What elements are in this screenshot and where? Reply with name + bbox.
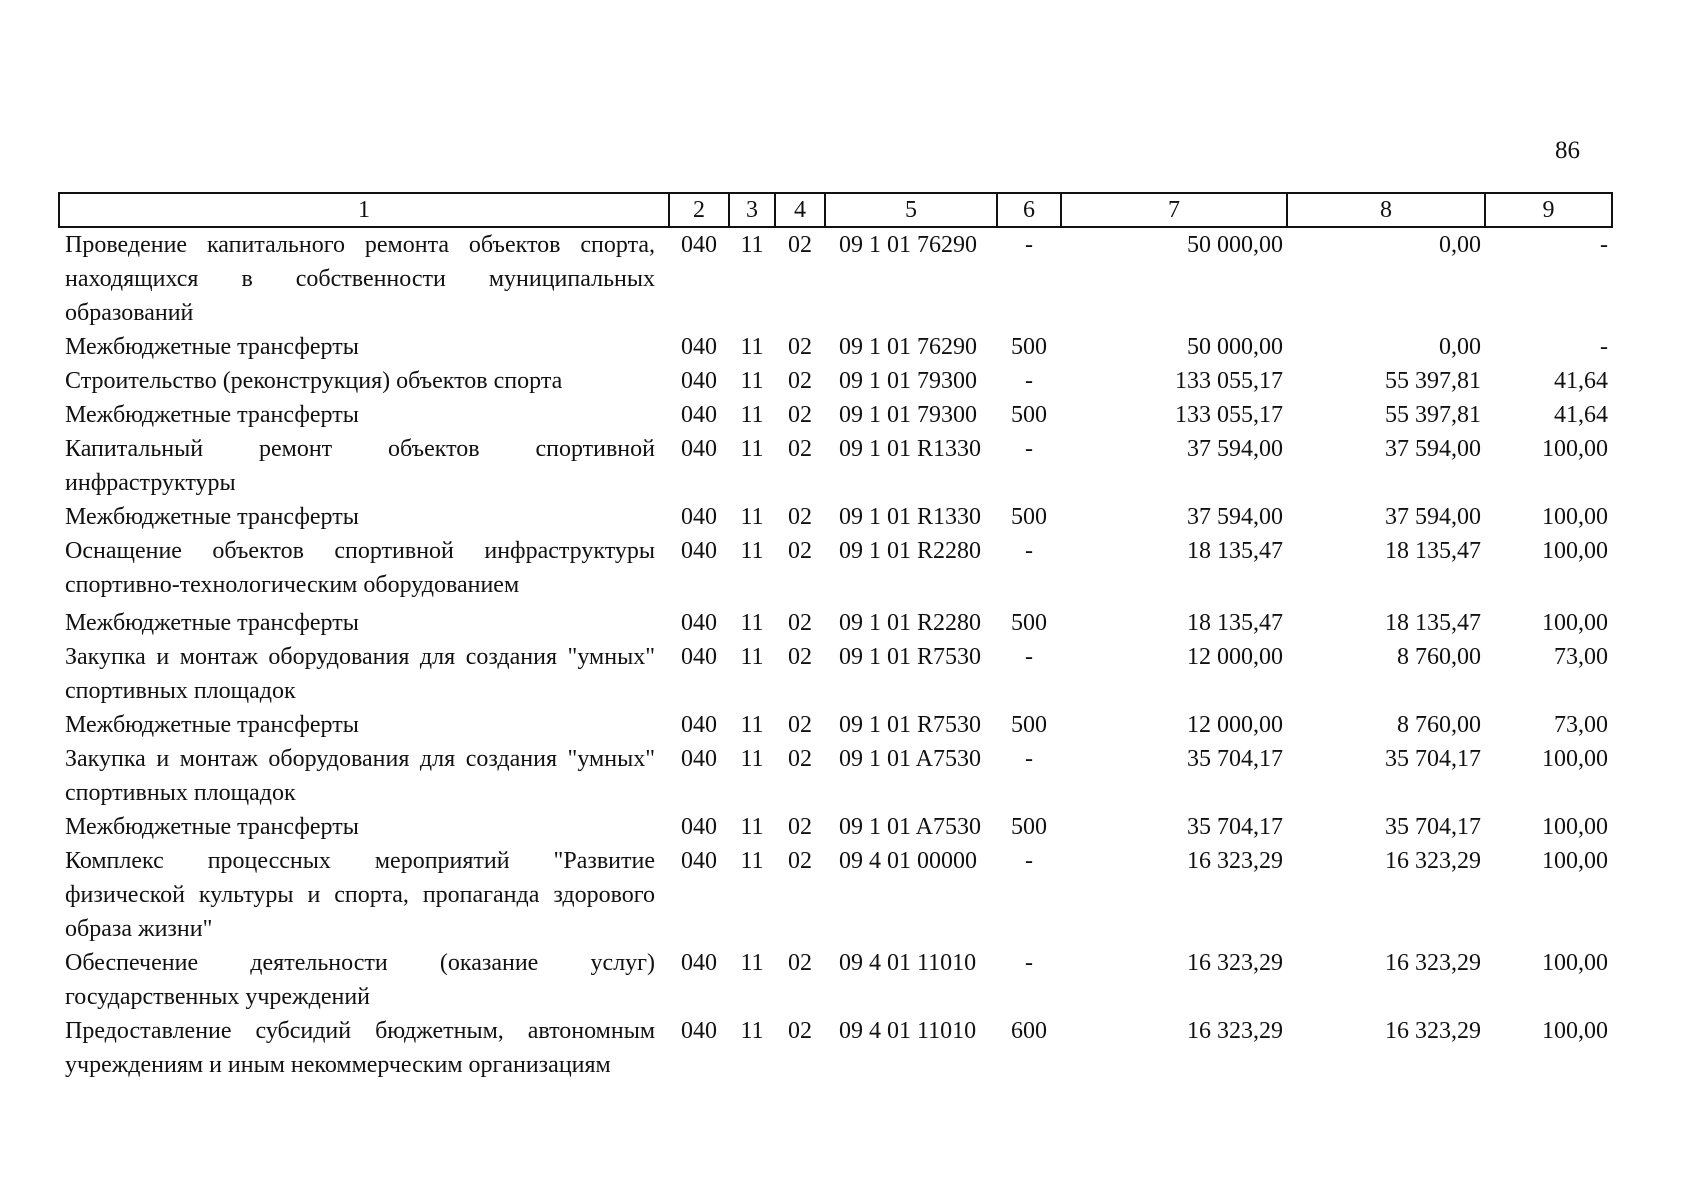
page-number: 86 [1555, 137, 1580, 164]
table-row [59, 844, 1612, 946]
cell-plan: 12 000,00 [1187, 644, 1283, 670]
cell-code-ministry: 040 [681, 848, 717, 874]
cell-code-ministry: 040 [681, 814, 717, 840]
cell-percent: - [1600, 334, 1608, 360]
cell-section: 11 [740, 610, 764, 636]
table-row [59, 398, 1612, 432]
cell-expense-type: - [1025, 436, 1033, 462]
cell-target-article: 09 1 01 79300 [839, 368, 977, 394]
cell-subsection: 02 [788, 848, 812, 874]
cell-subsection: 02 [788, 232, 812, 258]
budget-table [58, 192, 1613, 1082]
table-row [59, 500, 1612, 534]
cell-percent: 100,00 [1542, 746, 1608, 772]
cell-expense-type: - [1025, 538, 1033, 564]
cell-plan: 50 000,00 [1187, 232, 1283, 258]
cell-actual: 8 760,00 [1397, 644, 1481, 670]
row-name: Закупка и монтаж оборудования для создания "умных" спортивных площадок [65, 746, 655, 806]
cell-expense-type: - [1025, 232, 1033, 258]
cell-plan: 50 000,00 [1187, 334, 1283, 360]
cell-plan: 35 704,17 [1187, 746, 1283, 772]
cell-percent: - [1600, 232, 1608, 258]
cell-plan: 16 323,29 [1187, 950, 1283, 976]
cell-code-ministry: 040 [681, 746, 717, 772]
cell-section: 11 [740, 232, 764, 258]
cell-actual: 16 323,29 [1385, 950, 1481, 976]
cell-subsection: 02 [788, 814, 812, 840]
row-name: Комплекс процессных мероприятий "Развитие физической культуры и спорта, пропаганда здорового образа жизни" [65, 848, 655, 942]
cell-plan: 16 323,29 [1187, 848, 1283, 874]
cell-plan: 18 135,47 [1187, 538, 1283, 564]
header-row [59, 193, 1612, 227]
cell-subsection: 02 [788, 504, 812, 530]
cell-target-article: 09 1 01 R7530 [839, 712, 982, 738]
header-col-9: 9 [1485, 193, 1612, 227]
cell-target-article: 09 1 01 R2280 [839, 610, 982, 636]
cell-code-ministry: 040 [681, 368, 717, 394]
cell-percent: 41,64 [1554, 368, 1608, 394]
cell-target-article: 09 1 01 A7530 [839, 746, 982, 772]
cell-code-ministry: 040 [681, 950, 717, 976]
cell-code-ministry: 040 [681, 436, 717, 462]
table-row [59, 1014, 1612, 1082]
cell-section: 11 [740, 334, 764, 360]
cell-subsection: 02 [788, 538, 812, 564]
table-row [59, 534, 1612, 606]
cell-target-article: 09 1 01 A7530 [839, 814, 982, 840]
cell-code-ministry: 040 [681, 712, 717, 738]
cell-section: 11 [740, 746, 764, 772]
cell-target-article: 09 4 01 11010 [839, 1018, 977, 1044]
cell-subsection: 02 [788, 610, 812, 636]
cell-target-article: 09 1 01 76290 [839, 232, 977, 258]
cell-section: 11 [740, 950, 764, 976]
cell-code-ministry: 040 [681, 504, 717, 530]
header-col-4: 4 [775, 193, 825, 227]
cell-plan: 18 135,47 [1187, 610, 1283, 636]
cell-expense-type: - [1025, 746, 1033, 772]
table-row [59, 810, 1612, 844]
cell-actual: 55 397,81 [1385, 402, 1481, 428]
cell-subsection: 02 [788, 1018, 812, 1044]
cell-actual: 37 594,00 [1385, 436, 1481, 462]
header-col-3: 3 [729, 193, 775, 227]
cell-expense-type: 500 [1011, 610, 1047, 636]
cell-expense-type: 500 [1011, 402, 1047, 428]
cell-subsection: 02 [788, 334, 812, 360]
cell-expense-type: 500 [1011, 814, 1047, 840]
cell-expense-type: - [1025, 644, 1033, 670]
cell-code-ministry: 040 [681, 538, 717, 564]
cell-target-article: 09 4 01 00000 [839, 848, 977, 874]
row-name: Межбюджетные трансферты [65, 334, 359, 360]
cell-percent: 100,00 [1542, 848, 1608, 874]
table-row [59, 708, 1612, 742]
row-name: Проведение капитального ремонта объектов спорта, находящихся в собственности муниципальных образований [65, 232, 655, 326]
table-row [59, 227, 1612, 330]
cell-section: 11 [740, 712, 764, 738]
cell-expense-type: 600 [1011, 1018, 1047, 1044]
cell-subsection: 02 [788, 746, 812, 772]
cell-expense-type: 500 [1011, 504, 1047, 530]
row-name: Оснащение объектов спортивной инфраструктуры спортивно-технологическим оборудованием [65, 538, 655, 598]
table-row [59, 640, 1612, 708]
cell-percent: 100,00 [1542, 950, 1608, 976]
cell-section: 11 [740, 504, 764, 530]
row-name: Межбюджетные трансферты [65, 712, 359, 738]
cell-section: 11 [740, 368, 764, 394]
cell-actual: 35 704,17 [1385, 814, 1481, 840]
cell-actual: 0,00 [1439, 334, 1481, 360]
cell-target-article: 09 1 01 79300 [839, 402, 977, 428]
table-row [59, 364, 1612, 398]
cell-percent: 100,00 [1542, 1018, 1608, 1044]
cell-percent: 100,00 [1542, 538, 1608, 564]
cell-target-article: 09 1 01 R1330 [839, 436, 982, 462]
cell-actual: 18 135,47 [1385, 538, 1481, 564]
cell-section: 11 [740, 814, 764, 840]
header-col-1: 1 [59, 193, 669, 227]
cell-percent: 100,00 [1542, 814, 1608, 840]
cell-subsection: 02 [788, 436, 812, 462]
cell-section: 11 [740, 848, 764, 874]
cell-plan: 37 594,00 [1187, 504, 1283, 530]
cell-expense-type: - [1025, 368, 1033, 394]
cell-plan: 37 594,00 [1187, 436, 1283, 462]
cell-expense-type: - [1025, 848, 1033, 874]
row-name: Строительство (реконструкция) объектов спорта [65, 368, 563, 394]
cell-percent: 100,00 [1542, 504, 1608, 530]
row-name: Капитальный ремонт объектов спортивной инфраструктуры [65, 436, 655, 496]
cell-target-article: 09 1 01 R7530 [839, 644, 982, 670]
cell-code-ministry: 040 [681, 232, 717, 258]
cell-subsection: 02 [788, 644, 812, 670]
cell-actual: 55 397,81 [1385, 368, 1481, 394]
table-row [59, 606, 1612, 640]
cell-code-ministry: 040 [681, 402, 717, 428]
cell-actual: 37 594,00 [1385, 504, 1481, 530]
table-row [59, 432, 1612, 500]
cell-plan: 12 000,00 [1187, 712, 1283, 738]
cell-actual: 16 323,29 [1385, 1018, 1481, 1044]
cell-section: 11 [740, 1018, 764, 1044]
header-col-7: 7 [1061, 193, 1287, 227]
row-name: Межбюджетные трансферты [65, 402, 359, 428]
cell-code-ministry: 040 [681, 334, 717, 360]
table-row [59, 946, 1612, 1014]
cell-percent: 73,00 [1554, 712, 1608, 738]
cell-expense-type: 500 [1011, 334, 1047, 360]
cell-actual: 16 323,29 [1385, 848, 1481, 874]
cell-section: 11 [740, 402, 764, 428]
cell-target-article: 09 4 01 11010 [839, 950, 977, 976]
cell-plan: 133 055,17 [1175, 402, 1283, 428]
cell-target-article: 09 1 01 R1330 [839, 504, 982, 530]
header-col-2: 2 [669, 193, 729, 227]
header-col-6: 6 [997, 193, 1061, 227]
cell-percent: 100,00 [1542, 436, 1608, 462]
header-col-8: 8 [1287, 193, 1485, 227]
cell-target-article: 09 1 01 76290 [839, 334, 977, 360]
cell-subsection: 02 [788, 402, 812, 428]
row-name: Межбюджетные трансферты [65, 814, 359, 840]
table-row [59, 742, 1612, 810]
cell-plan: 16 323,29 [1187, 1018, 1283, 1044]
cell-plan: 35 704,17 [1187, 814, 1283, 840]
cell-plan: 133 055,17 [1175, 368, 1283, 394]
table-row [59, 330, 1612, 364]
row-name: Межбюджетные трансферты [65, 504, 359, 530]
cell-section: 11 [740, 644, 764, 670]
cell-code-ministry: 040 [681, 610, 717, 636]
cell-section: 11 [740, 436, 764, 462]
row-name: Межбюджетные трансферты [65, 610, 359, 636]
cell-subsection: 02 [788, 712, 812, 738]
header-col-5: 5 [825, 193, 997, 227]
row-name: Предоставление субсидий бюджетным, автономным учреждениям и иным некоммерческим организациям [65, 1018, 655, 1078]
cell-target-article: 09 1 01 R2280 [839, 538, 982, 564]
cell-code-ministry: 040 [681, 644, 717, 670]
table-body [59, 227, 1612, 1082]
cell-actual: 35 704,17 [1385, 746, 1481, 772]
cell-percent: 73,00 [1554, 644, 1608, 670]
cell-subsection: 02 [788, 950, 812, 976]
cell-percent: 41,64 [1554, 402, 1608, 428]
cell-expense-type: - [1025, 950, 1033, 976]
cell-percent: 100,00 [1542, 610, 1608, 636]
row-name: Обеспечение деятельности (оказание услуг) государственных учреждений [65, 950, 655, 1010]
cell-actual: 0,00 [1439, 232, 1481, 258]
cell-actual: 18 135,47 [1385, 610, 1481, 636]
cell-expense-type: 500 [1011, 712, 1047, 738]
row-name: Закупка и монтаж оборудования для создания "умных" спортивных площадок [65, 644, 655, 704]
cell-actual: 8 760,00 [1397, 712, 1481, 738]
cell-code-ministry: 040 [681, 1018, 717, 1044]
cell-section: 11 [740, 538, 764, 564]
cell-subsection: 02 [788, 368, 812, 394]
